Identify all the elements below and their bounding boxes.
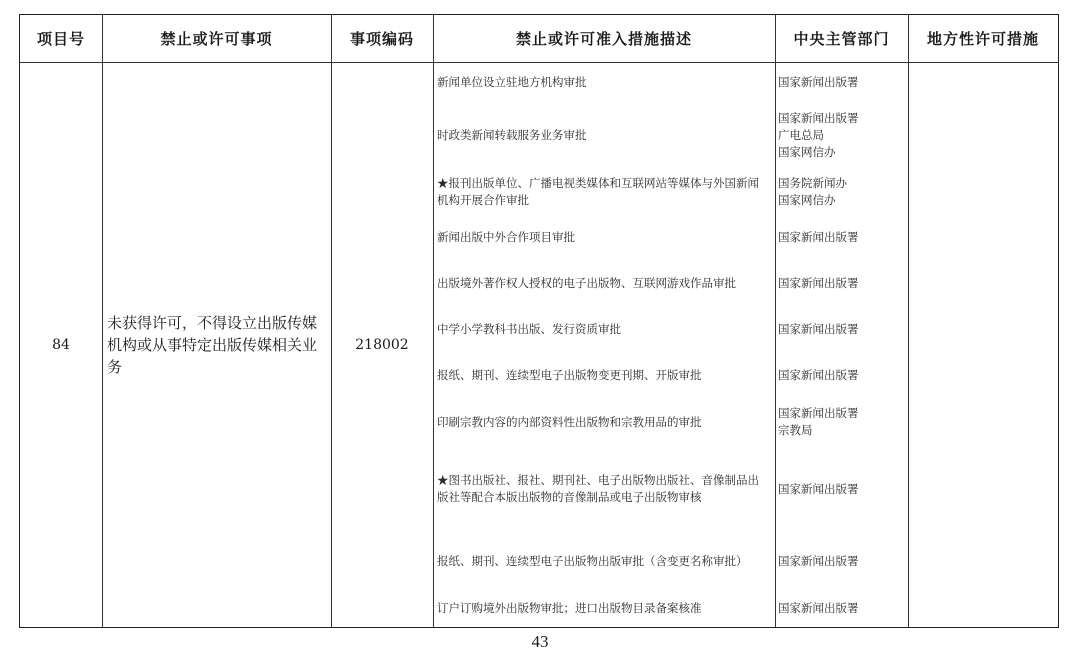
header-item: 禁止或许可事项 — [160, 30, 273, 48]
measure-item: ★报刊出版单位、广播电视类媒体和互联网站等媒体与外国新闻机构开展合作审批 — [437, 176, 759, 207]
dept-item: 国家新闻出版署 — [778, 367, 859, 382]
header-measures: 禁止或许可准入措施描述 — [515, 30, 692, 48]
page-number: 43 — [531, 632, 549, 651]
dept-item: 国家新闻出版署 — [778, 553, 859, 568]
measure-item: 报纸、期刊、连续型电子出版物出版审批（含变更名称审批） — [437, 553, 748, 568]
measure-item: ★图书出版社、报社、期刊社、电子出版物出版社、音像制品出版社等配合本版出版物的音像制品或电子出版物审核 — [437, 473, 759, 504]
dept-item: 国务院新闻办 国家网信办 — [778, 176, 847, 207]
header-local: 地方性许可措施 — [926, 30, 1039, 48]
dept-item: 国家新闻出版署 宗教局 — [778, 406, 859, 437]
permit-table — [19, 14, 1059, 628]
header-index: 项目号 — [36, 30, 85, 48]
row-item-text: 未获得许可，不得设立出版传媒机构或从事特定出版传媒相关业务 — [107, 313, 318, 376]
dept-item: 国家新闻出版署 — [778, 481, 859, 496]
measure-item: 出版境外著作权人授权的电子出版物、互联网游戏作品审批 — [437, 275, 736, 290]
dept-item: 国家新闻出版署 广电总局 国家网信办 — [778, 111, 859, 159]
header-code: 事项编码 — [349, 30, 414, 48]
row-index: 84 — [52, 336, 70, 353]
row-local — [908, 62, 1058, 627]
measure-item: 印刷宗教内容的内部资料性出版物和宗教用品的审批 — [437, 414, 702, 429]
measure-item: 新闻出版中外合作项目审批 — [437, 229, 575, 244]
measure-item: 中学小学教科书出版、发行资质审批 — [437, 321, 621, 336]
dept-item: 国家新闻出版署 — [778, 600, 859, 615]
dept-list — [775, 62, 908, 627]
row-item — [102, 62, 331, 627]
measure-item: 新闻单位设立驻地方机构审批 — [437, 74, 587, 89]
measure-item: 时政类新闻转载服务业务审批 — [437, 128, 587, 142]
row-code: 218002 — [355, 336, 409, 353]
dept-item: 国家新闻出版署 — [778, 321, 859, 336]
measure-item: 订户订购境外出版物审批；进口出版物目录备案核准 — [437, 600, 702, 615]
dept-item: 国家新闻出版署 — [778, 275, 859, 290]
header-dept: 中央主管部门 — [793, 30, 890, 48]
dept-item: 国家新闻出版署 — [778, 229, 859, 244]
dept-item: 国家新闻出版署 — [778, 74, 859, 89]
measures-list — [433, 62, 775, 627]
measure-item: 报纸、期刊、连续型电子出版物变更刊期、开版审批 — [437, 367, 702, 382]
